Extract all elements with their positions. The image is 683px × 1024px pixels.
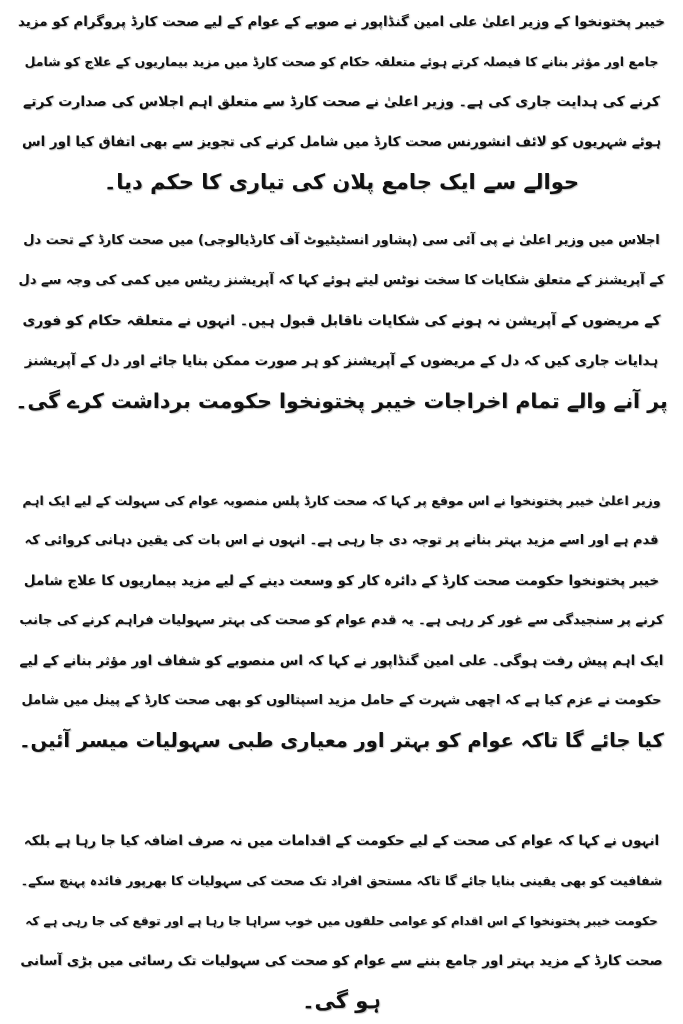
text-line: کیا جائے گا تاکہ عوام کو بہتر اور معیاری طبی سہولیات میسر آئیں۔: [19, 729, 664, 752]
text-line: ہو گی۔: [302, 989, 381, 1013]
text-line: ہدایات جاری کیں کہ دل کے مریضوں کے آپریشنز کو ہر صورت ممکن بنایا جائے اور دل کے آپریشنز: [24, 353, 659, 369]
text-line: اجلاس میں وزیر اعلیٰ نے پی آئی سی (پشاور انسٹیٹیوٹ آف کارڈیالوجی) میں صحت کارڈ کے تحت دل: [23, 233, 660, 248]
text-line: کے آپریشنز کے متعلق شکایات کا سخت نوٹس لیتے ہوئے کہا کہ آپریشنز ریٹس میں کمی کی وجہ سے دل: [18, 273, 665, 288]
text-line: ہوئے شہریوں کو لائف انشورنس صحت کارڈ میں شامل کرنے کی تجویز سے بھی اتفاق کیا اور اس: [21, 134, 662, 150]
text-line: شفافیت کو بھی یقینی بنایا جائے گا تاکہ مستحق افراد تک صحت کی سہولیات کا بھرپور فائدہ پہنچ سکے۔: [20, 873, 663, 888]
text-line: وزیر اعلیٰ خیبر پختونخوا نے اس موقع پر کہا کہ صحت کارڈ پلس منصوبہ عوام کی سہولت کے لیے ایک اہم: [22, 493, 661, 508]
text-line: قدم ہے اور اسے مزید بہتر بنانے پر توجہ دی جا رہی ہے۔ انہوں نے اس بات کی یقین دہانی کروائی کہ: [24, 533, 659, 548]
paragraph-2: [14, 221, 669, 421]
paragraph-4: [14, 821, 669, 1021]
text-line: حوالے سے ایک جامع پلان کی تیاری کا حکم دیا۔: [103, 170, 580, 194]
text-line: جامع اور مؤثر بنانے کا فیصلہ کرتے ہوئے متعلقہ حکام کو صحت کارڈ میں مزید بیماریوں کے علاج کو شامل: [24, 54, 659, 69]
paragraph-3: [14, 481, 669, 761]
text-line: صحت کارڈ کے مزید بہتر اور جامع بننے سے عوام کو صحت کی سہولیات تک رسائی میں بڑی آسانی: [20, 953, 663, 969]
text-line: خیبر پختونخوا حکومت صحت کارڈ کے دائرہ کار کو وسعت دینے کے لیے مزید بیماریوں کا علاج شامل: [23, 573, 660, 589]
text-line: کے مریضوں کے آپریشن نہ ہونے کی شکایات ناقابل قبول ہیں۔ انہوں نے متعلقہ حکام کو فوری: [22, 313, 661, 329]
paragraph-1: [14, 2, 669, 202]
text-line: کرنے پر سنجیدگی سے غور کر رہی ہے۔ یہ قدم عوام کو صحت کی بہتر سہولیات فراہم کرنے کی جانب: [19, 613, 664, 628]
text-line: حکومت خیبر پختونخوا کے اس اقدام کو عوامی حلقوں میں خوب سراہا جا رہا ہے اور توقع کی جا رہی ہے کہ: [25, 914, 658, 928]
text-line: پر آنے والے تمام اخراجات خیبر پختونخوا حکومت برداشت کرے گی۔: [15, 389, 668, 413]
text-line: حکومت نے عزم کیا ہے کہ اچھی شہرت کے حامل مزید اسپتالوں کو بھی صحت کارڈ کے پینل میں شامل: [21, 693, 662, 708]
text-line: خیبر پختونخوا کے وزیر اعلیٰ علی امین گنڈاپور نے صوبے کے عوام کے لیے صحت کارڈ پروگرام کو مزید: [18, 14, 665, 30]
text-line: انہوں نے کہا کہ عوام کی صحت کے لیے حکومت کے اقدامات میں نہ صرف اضافہ کیا جا رہا ہے بلکہ: [23, 833, 660, 849]
text-line: ایک اہم پیش رفت ہوگی۔ علی امین گنڈاپور نے کہا کہ اس منصوبے کو شفاف اور مؤثر بنانے کے لیے: [19, 653, 664, 669]
text-line: کرنے کی ہدایت جاری کی ہے۔ وزیر اعلیٰ نے صحت کارڈ سے متعلق اہم اجلاس کی صدارت کرتے: [23, 94, 660, 110]
